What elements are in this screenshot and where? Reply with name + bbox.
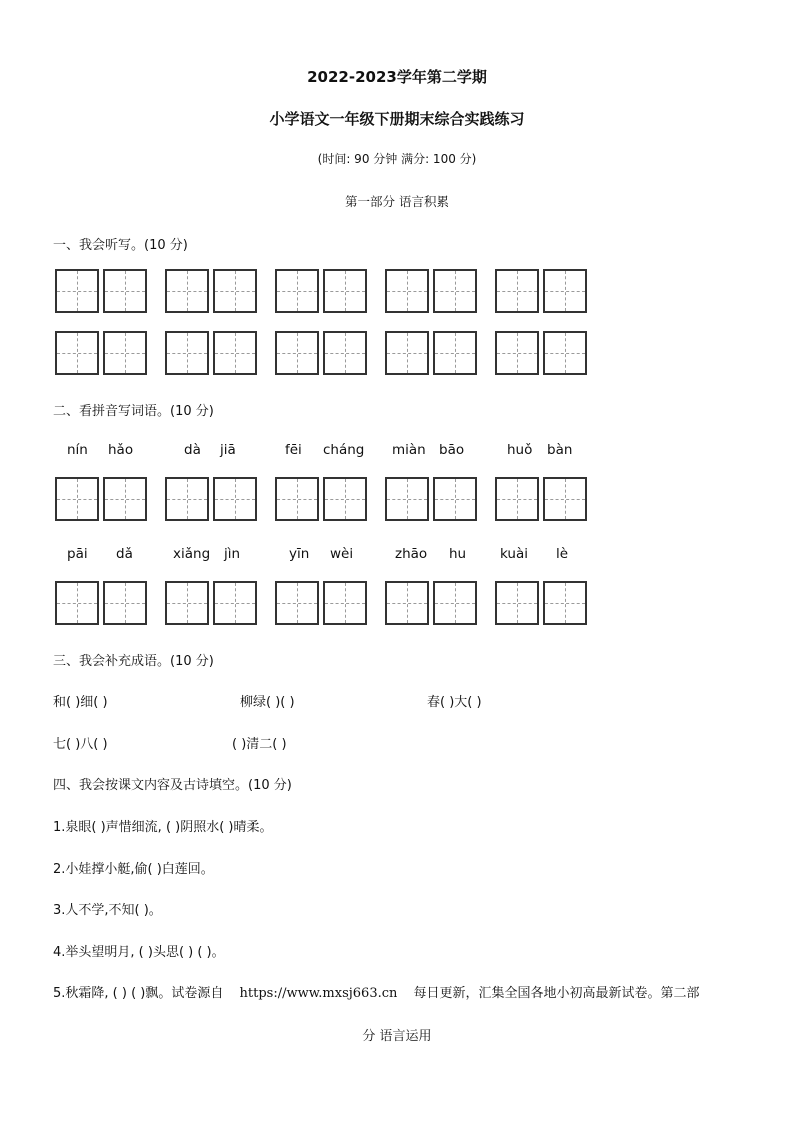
writing-box-pair	[165, 581, 257, 625]
writing-cell[interactable]	[55, 269, 99, 313]
writing-cell[interactable]	[275, 269, 319, 313]
pinyin-label: bàn	[547, 442, 573, 458]
writing-box-pair	[165, 269, 257, 313]
pinyin-label: nín	[67, 442, 88, 458]
writing-cell[interactable]	[55, 331, 99, 375]
section1-heading: 一、我会听写。(10 分)	[53, 238, 188, 253]
writing-cell[interactable]	[543, 581, 587, 625]
writing-cell[interactable]	[213, 581, 257, 625]
writing-box-pair	[495, 477, 587, 521]
writing-cell[interactable]	[165, 331, 209, 375]
exam-year-term: 2022-2023学年第二学期	[307, 68, 487, 86]
writing-box-pair	[55, 269, 147, 313]
poem-question-3: 3.人不学,不知( )。	[53, 903, 162, 918]
pinyin-label: dǎ	[116, 546, 133, 562]
writing-box-pair	[495, 581, 587, 625]
part-one-title: 第一部分 语言积累	[345, 194, 449, 209]
writing-cell[interactable]	[433, 581, 477, 625]
source-url-link[interactable]: https://www.mxsj663.cn	[239, 986, 398, 1001]
writing-cell[interactable]	[385, 269, 429, 313]
pinyin-label: lè	[556, 546, 569, 562]
writing-cell[interactable]	[323, 269, 367, 313]
writing-cell[interactable]	[543, 477, 587, 521]
writing-cell[interactable]	[103, 269, 147, 313]
writing-cell[interactable]	[543, 331, 587, 375]
section3-heading: 三、我会补充成语。(10 分)	[53, 654, 214, 669]
writing-box-pair	[165, 331, 257, 375]
pinyin-label: wèi	[330, 546, 354, 562]
pinyin-label: hu	[449, 546, 467, 562]
writing-cell[interactable]	[165, 269, 209, 313]
writing-cell[interactable]	[323, 477, 367, 521]
pinyin-label: yīn	[289, 546, 310, 562]
idiom-item: 七( )八( )	[53, 737, 108, 752]
poem-question-5	[53, 982, 700, 1001]
writing-cell[interactable]	[433, 331, 477, 375]
pinyin-label: pāi	[67, 546, 88, 562]
writing-cell[interactable]	[213, 269, 257, 313]
writing-cell[interactable]	[495, 477, 539, 521]
writing-box-pair	[275, 581, 367, 625]
writing-box-pair	[275, 477, 367, 521]
pinyin-label: miàn	[392, 442, 426, 458]
writing-box-pair	[495, 269, 587, 313]
pinyin-label: jiā	[220, 442, 236, 458]
idiom-item: 柳绿( )( )	[240, 695, 295, 710]
writing-box-pair	[275, 269, 367, 313]
writing-cell[interactable]	[213, 477, 257, 521]
writing-cell[interactable]	[213, 331, 257, 375]
poem-question-1: 1.泉眼( )声惜细流, ( )阴照水( )晴柔。	[53, 820, 273, 835]
writing-cell[interactable]	[55, 581, 99, 625]
writing-box-pair	[55, 581, 147, 625]
idiom-item: 和( )细( )	[53, 695, 108, 710]
writing-box-pair	[385, 331, 477, 375]
writing-cell[interactable]	[385, 331, 429, 375]
writing-cell[interactable]	[275, 477, 319, 521]
writing-cell[interactable]	[385, 581, 429, 625]
pinyin-label: dà	[184, 442, 201, 458]
part-two-title: 分 语言运用	[362, 1029, 432, 1044]
writing-cell[interactable]	[495, 331, 539, 375]
pinyin-label: bāo	[439, 442, 465, 458]
exam-title: 小学语文一年级下册期末综合实践练习	[269, 110, 525, 128]
pinyin-label: jìn	[224, 546, 241, 562]
pinyin-label: zhāo	[395, 546, 428, 562]
poem-question-2: 2.小娃撑小艇,偷( )白莲回。	[53, 862, 214, 877]
writing-cell[interactable]	[433, 269, 477, 313]
writing-cell[interactable]	[275, 581, 319, 625]
writing-box-pair	[55, 331, 147, 375]
pinyin-label: cháng	[323, 442, 365, 458]
poem-question-5-text: 5.秋霜降, ( ) ( )飘。试卷源自	[53, 986, 224, 1001]
idiom-item: 春( )大( )	[427, 695, 482, 710]
pinyin-label: xiǎng	[173, 546, 211, 562]
section4-heading: 四、我会按课文内容及古诗填空。(10 分)	[53, 778, 292, 793]
poem-question-4: 4.举头望明月, ( )头思( ) ( )。	[53, 945, 225, 960]
exam-time-score: (时间: 90 分钟 满分: 100 分)	[317, 152, 477, 166]
writing-box-pair	[495, 331, 587, 375]
writing-cell[interactable]	[495, 581, 539, 625]
writing-cell[interactable]	[165, 581, 209, 625]
writing-cell[interactable]	[103, 581, 147, 625]
writing-cell[interactable]	[543, 269, 587, 313]
writing-cell[interactable]	[103, 331, 147, 375]
writing-box-pair	[385, 269, 477, 313]
writing-box-pair	[55, 477, 147, 521]
pinyin-label: hǎo	[108, 442, 134, 458]
pinyin-label: huǒ	[507, 442, 533, 458]
writing-box-pair	[385, 581, 477, 625]
writing-box-pair	[385, 477, 477, 521]
writing-cell[interactable]	[103, 477, 147, 521]
writing-cell[interactable]	[55, 477, 99, 521]
writing-box-pair	[165, 477, 257, 521]
pinyin-label: fēi	[285, 442, 302, 458]
writing-cell[interactable]	[385, 477, 429, 521]
section2-heading: 二、看拼音写词语。(10 分)	[53, 404, 214, 419]
writing-cell[interactable]	[165, 477, 209, 521]
writing-cell[interactable]	[495, 269, 539, 313]
idiom-item: ( )清二( )	[232, 737, 287, 752]
writing-cell[interactable]	[323, 581, 367, 625]
writing-cell[interactable]	[323, 331, 367, 375]
writing-cell[interactable]	[433, 477, 477, 521]
pinyin-label: kuài	[500, 546, 528, 562]
writing-box-pair	[275, 331, 367, 375]
poem-question-5-note: 每日更新，汇集全国各地小初高最新试卷。第二部	[413, 986, 700, 1001]
writing-cell[interactable]	[275, 331, 319, 375]
